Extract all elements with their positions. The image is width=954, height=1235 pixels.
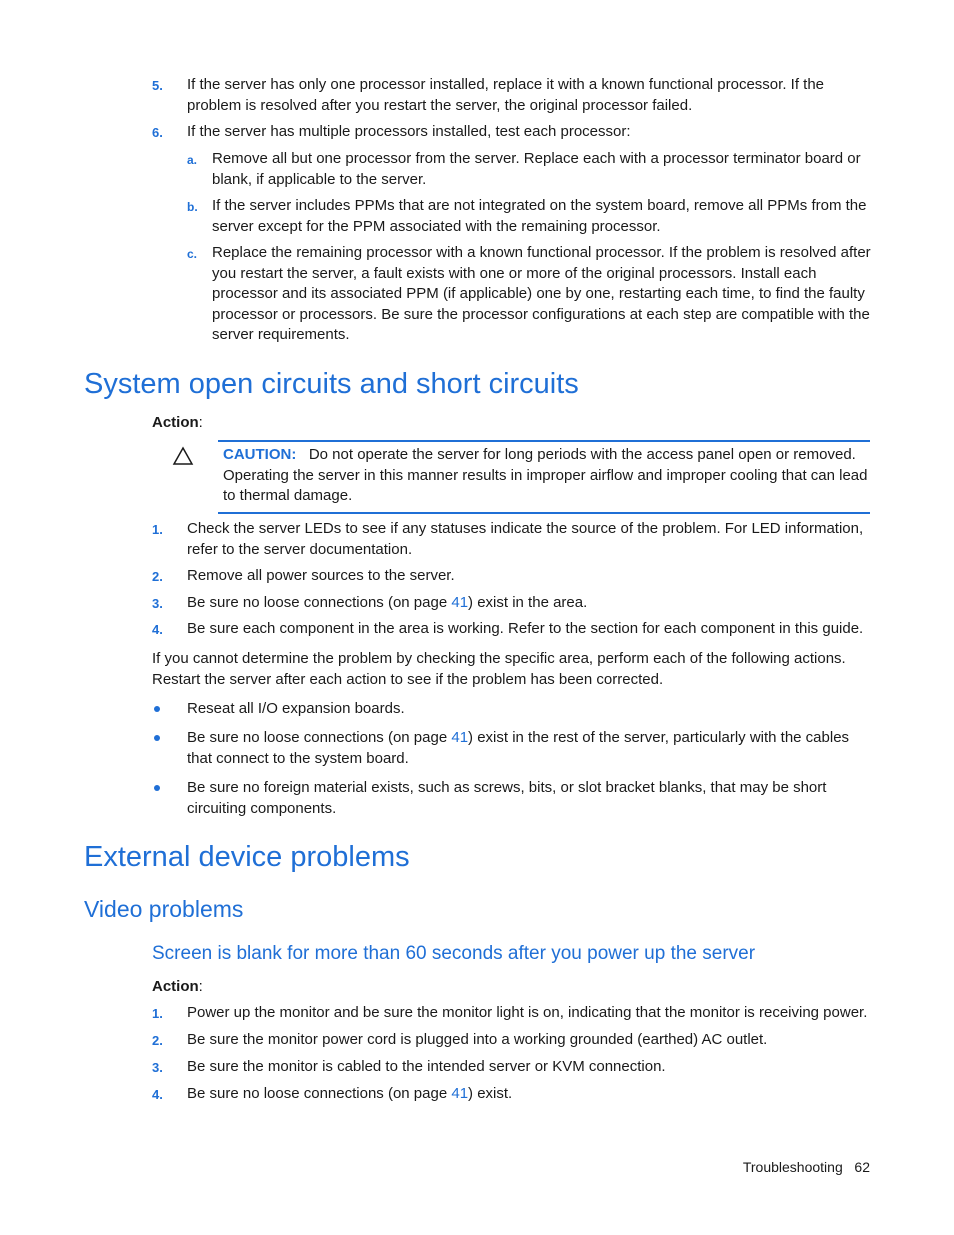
step-number: 6. xyxy=(152,125,163,140)
substep-letter: a. xyxy=(187,153,198,167)
caution-text: Do not operate the server for long periods with the access panel open or removed. Operating the server in this manner results in improper airflow and improper cooling that can lead to thermal damage. xyxy=(223,446,868,504)
page-number: 62 xyxy=(854,1159,870,1175)
substep-text: Remove all but one processor from the server. Replace each with a processor terminator board or blank, if applicable to the server. xyxy=(212,150,861,188)
page-link[interactable]: 41 xyxy=(451,729,469,746)
step-number: 3. xyxy=(152,1060,163,1075)
section-heading: External device problems xyxy=(84,841,410,873)
substep-text: Replace the remaining processor with a known functional processor. If the problem is resolved after you restart the server, a fault exists with one or more of the original processors. Install each processor and its associated PPM (if applicable) one by one, restarting each time, to find the faulty processor or processors. Be sure the processor configurations at each step are compatible with the server requirements. xyxy=(212,244,871,343)
step-text: Power up the monitor and be sure the monitor light is on, indicating that the monitor is receiving power. xyxy=(187,1004,868,1021)
topic-heading: Screen is blank for more than 60 seconds after you power up the server xyxy=(152,943,756,964)
caution-label: CAUTION: xyxy=(223,446,297,463)
step-number: 1. xyxy=(152,522,163,537)
bullet-marker xyxy=(154,706,160,712)
substep-letter: b. xyxy=(187,200,198,214)
substep-letter: c. xyxy=(187,247,198,261)
step-text: Remove all power sources to the server. xyxy=(187,567,455,584)
step-text: If the server has multiple processors installed, test each processor: xyxy=(187,123,631,140)
step-number: 3. xyxy=(152,596,163,611)
footer-section: Troubleshooting xyxy=(742,1159,843,1175)
bullet-text: Be sure no foreign material exists, such as screws, bits, or slot bracket blanks, that may be short circuiting components. xyxy=(187,779,827,817)
bullet-marker xyxy=(154,785,160,791)
step-number: 2. xyxy=(152,1033,163,1048)
action-label: Action: xyxy=(152,414,203,431)
step-text: Check the server LEDs to see if any statuses indicate the source of the problem. For LED information, refer to the server documentation. xyxy=(187,520,864,558)
step-text: Be sure the monitor is cabled to the intended server or KVM connection. xyxy=(187,1058,666,1075)
page-link[interactable]: 41 xyxy=(451,1085,469,1102)
step-number: 4. xyxy=(152,622,163,637)
substep-text: If the server includes PPMs that are not integrated on the system board, remove all PPMs from the server except for the PPM associated with the remaining processor. xyxy=(212,197,867,235)
subsection-heading: Video problems xyxy=(84,896,244,922)
bullet-text: Reseat all I/O expansion boards. xyxy=(187,700,405,717)
step-number: 5. xyxy=(152,78,163,93)
bullet-marker xyxy=(154,735,160,741)
caution-icon xyxy=(172,446,194,466)
step-number: 1. xyxy=(152,1006,163,1021)
step-text: Be sure each component in the area is working. Refer to the section for each component in this guide. xyxy=(187,620,864,637)
action-label: Action: xyxy=(152,978,203,995)
step-number: 2. xyxy=(152,569,163,584)
step-text: If the server has only one processor installed, replace it with a known functional processor. If the problem is resolved after you restart the server, the original processor failed. xyxy=(187,76,825,114)
section-heading: System open circuits and short circuits xyxy=(84,368,579,400)
caution-text-block xyxy=(223,445,868,507)
step-text: Be sure the monitor power cord is plugged into a working grounded (earthed) AC outlet. xyxy=(187,1031,768,1048)
body-paragraph: If you cannot determine the problem by checking the specific area, perform each of the following actions. Restart the server after each action to see if the problem has been corrected. xyxy=(152,650,846,688)
page-footer xyxy=(700,1159,870,1175)
step-text: Be sure no loose connections (on page 41) exist in the area. xyxy=(187,594,588,611)
step-number: 4. xyxy=(152,1087,163,1102)
step-text: Be sure no loose connections (on page 41) exist. xyxy=(187,1085,513,1102)
page-link[interactable]: 41 xyxy=(451,594,469,611)
bullet-text: Be sure no loose connections (on page 41) exist in the rest of the server, particularly with the cables that connect to the system board. xyxy=(187,729,850,767)
